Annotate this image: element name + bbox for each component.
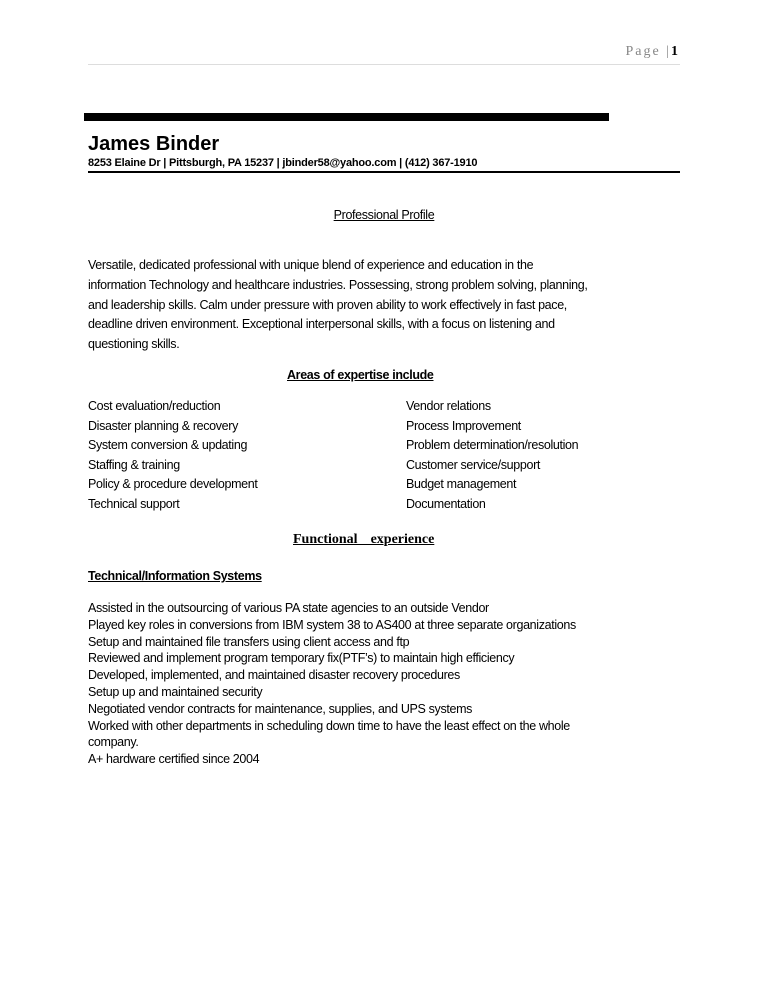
list-item: Setup up and maintained security bbox=[88, 684, 263, 699]
list-item: company. bbox=[88, 735, 139, 750]
person-name: James Binder bbox=[88, 133, 220, 155]
expertise-item: System conversion & updating bbox=[88, 438, 248, 452]
expertise-item: Budget management bbox=[406, 477, 517, 491]
contact-info: 8253 Elaine Dr | Pittsburgh, PA 15237 | jbinder58@yahoo.com | (412) 367-1910 bbox=[88, 157, 478, 169]
list-item: Reviewed and implement program temporary fix(PTF’s) to maintain high efficiency bbox=[88, 651, 515, 666]
expertise-item: Process Improvement bbox=[406, 418, 521, 433]
expertise-item: Problem determination/resolution bbox=[406, 438, 579, 452]
header-divider bbox=[88, 64, 680, 65]
list-item: Setup and maintained file transfers using client access and ftp bbox=[88, 634, 410, 649]
expertise-item: Cost evaluation/reduction bbox=[88, 399, 221, 413]
contact-divider bbox=[88, 171, 680, 173]
list-item: Played key roles in conversions from IBM system 38 to AS400 at three separate organizations bbox=[88, 617, 576, 632]
list-item: Assisted in the outsourcing of various PA state agencies to an outside Vendor bbox=[88, 601, 489, 615]
list-item: Developed, implemented, and maintained disaster recovery procedures bbox=[88, 668, 460, 683]
expertise-item: Documentation bbox=[406, 496, 486, 511]
expertise-left-column bbox=[88, 397, 257, 514]
functional-heading: Functional experience bbox=[293, 532, 435, 547]
expertise-item: Technical support bbox=[88, 496, 180, 511]
profile-line: Versatile, dedicated professional with unique blend of experience and education in the bbox=[88, 258, 534, 272]
profile-heading: Professional Profile bbox=[333, 208, 435, 222]
expertise-right-column bbox=[406, 397, 578, 514]
page-number-value: 1 bbox=[671, 44, 678, 59]
page-number bbox=[625, 44, 678, 60]
list-item: Negotiated vendor contracts for maintenance, supplies, and UPS systems bbox=[88, 701, 473, 716]
expertise-heading: Areas of expertise include bbox=[287, 368, 434, 382]
expertise-item: Disaster planning & recovery bbox=[88, 418, 238, 433]
profile-line: and leadership skills. Calm under pressure with proven ability to work effectively in fast pace, bbox=[88, 297, 567, 312]
expertise-item: Vendor relations bbox=[406, 399, 491, 413]
profile-line: information Technology and healthcare industries. Possessing, strong problem solving, planning, bbox=[88, 277, 588, 292]
functional-subheading: Technical/Information Systems bbox=[88, 569, 262, 583]
functional-list bbox=[88, 600, 576, 768]
profile-line: deadline driven environment. Exceptional interpersonal skills, with a focus on listening and bbox=[88, 317, 555, 332]
top-bar bbox=[84, 113, 609, 121]
profile-line: questioning skills. bbox=[88, 337, 180, 352]
page-label: Page | bbox=[625, 44, 671, 59]
list-item: Worked with other departments in scheduling down time to have the least effect on the whole bbox=[88, 718, 570, 733]
list-item: A+ hardware certified since 2004 bbox=[88, 752, 260, 767]
expertise-item: Customer service/support bbox=[406, 457, 541, 472]
profile-paragraph bbox=[88, 256, 688, 355]
expertise-item: Staffing & training bbox=[88, 457, 180, 472]
expertise-item: Policy & procedure development bbox=[88, 477, 258, 491]
